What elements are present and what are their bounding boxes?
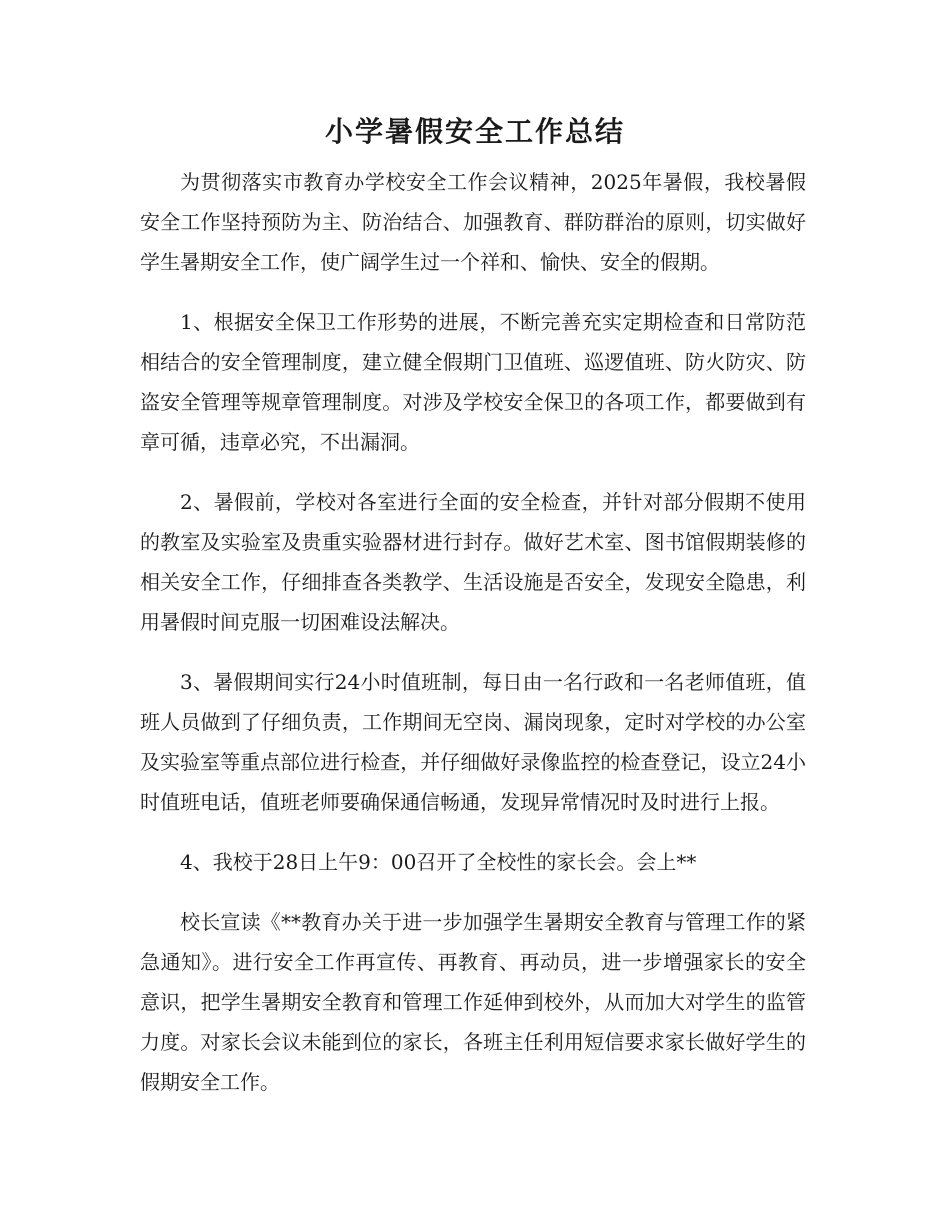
document-title: 小学暑假安全工作总结 [324, 115, 625, 148]
paragraph-item-3: 3、暑假期间实行24小时值班制，每日由一名行政和一名老师值班，值班人员做到了仔细负责，工作期间无空岗、漏岗现象，定时对学校的办公室及实验室等重点部位进行检查，并仔细做好录像监控的检查登记，设立24小时值班电话，值班老师要确保通信畅通，发现异常情况时及时进行上报。 [140, 670, 806, 814]
paragraph-intro: 为贯彻落实市教育办学校安全工作会议精神，2025年暑假，我校暑假安全工作坚持预防为主、防治结合、加强教育、群防群治的原则，切实做好学生暑期安全工作，使广阔学生过一个祥和、愉快、安全的假期。 [140, 170, 806, 274]
paragraph-continuation: 校长宣读《**教育办关于进一步加强学生暑期安全教育与管理工作的紧急通知》。进行安全工作再宣传、再教育、再动员，进一步增强家长的安全意识，把学生暑期安全教育和管理工作延伸到校外，从而加大对学生的监管力度。对家长会议未能到位的家长，各班主任利用短信要求家长做好学生的假期安全工作。 [140, 910, 806, 1094]
paragraph-item-2: 2、暑假前，学校对各室进行全面的安全检查，并针对部分假期不使用的教室及实验室及贵重实验器材进行封存。做好艺术室、图书馆假期装修的相关安全工作，仔细排查各类教学、生活设施是否安全，发现安全隐患，利用暑假时间克服一切困难设法解决。 [140, 490, 806, 634]
paragraph-item-4: 4、我校于28日上午9：00召开了全校性的家长会。会上** [180, 850, 697, 874]
document-body [140, 162, 806, 1122]
paragraph-item-1: 1、根据安全保卫工作形势的进展，不断完善充实定期检查和日常防范相结合的安全管理制度，建立健全假期门卫值班、巡逻值班、防火防灾、防盗安全管理等规章管理制度。对涉及学校安全保卫的各项工作，都要做到有章可循，违章必究，不出漏洞。 [140, 310, 806, 454]
